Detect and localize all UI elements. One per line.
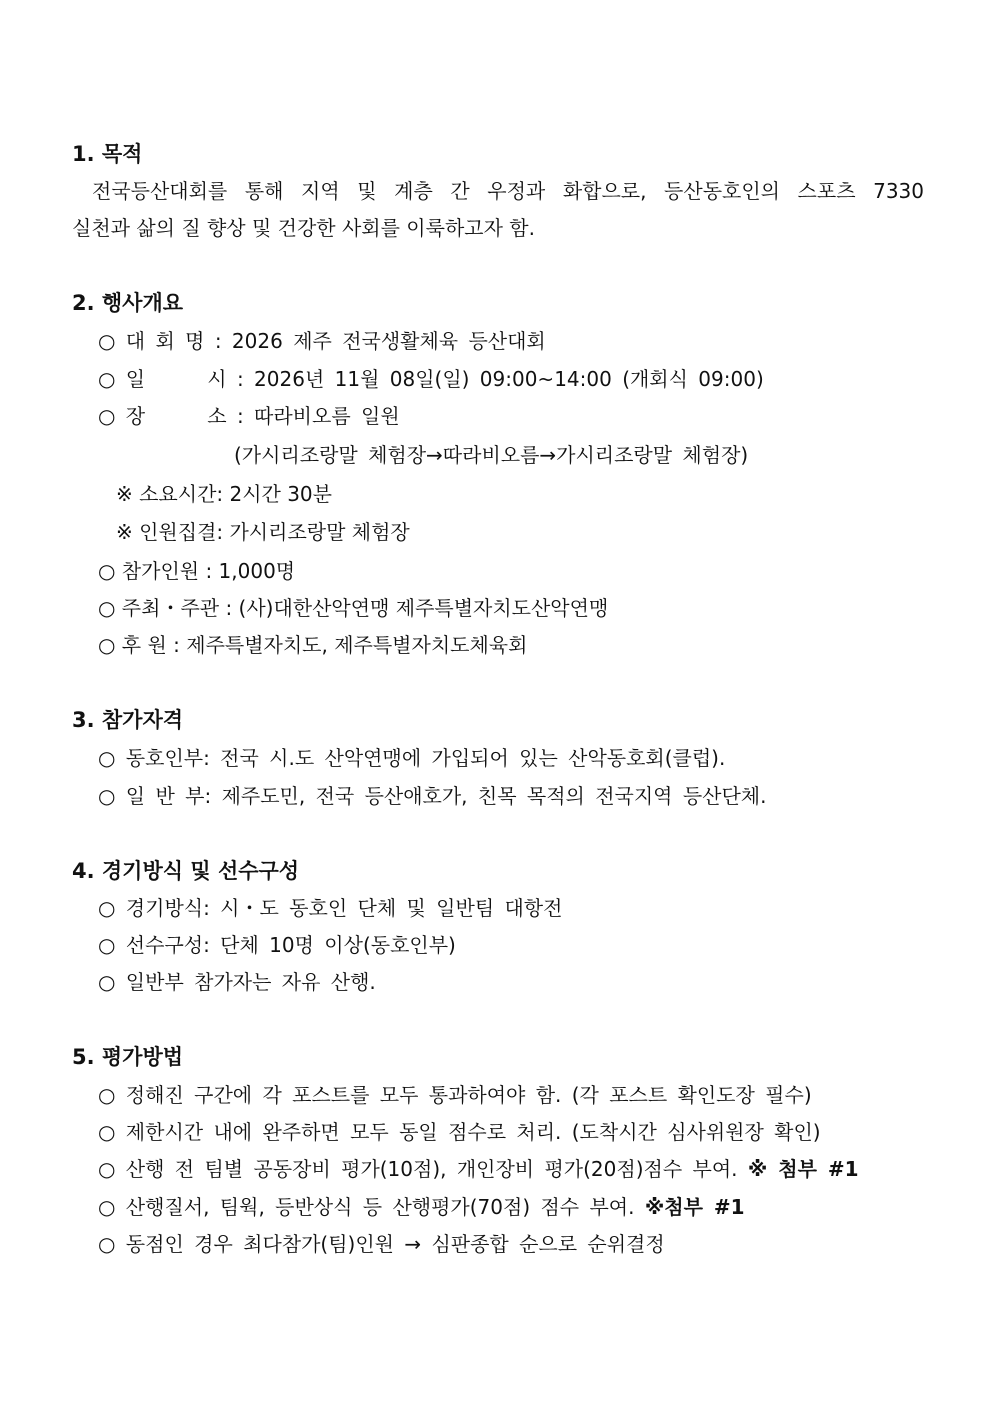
- section-4-heading: 4. 경기방식 및 선수구성: [72, 859, 300, 883]
- attachment-note-4: ※첨부 #1: [644, 1195, 745, 1219]
- section-1-heading: 1. 목적: [72, 142, 143, 166]
- club-division-item: ○ 동호인부: 전국 시.도 산악연맹에 가입되어 있는 산악동호회(클럽).: [98, 746, 726, 770]
- gathering-note: ※ 인원집결: 가시리조랑말 체험장: [116, 520, 410, 544]
- evaluation-item-4: [98, 1193, 745, 1221]
- team-composition-item: ○ 선수구성: 단체 10명 이상(동호인부): [98, 933, 456, 957]
- sponsor-item: ○ 후 원 : 제주특별자치도, 제주특별자치도체육회: [98, 633, 528, 657]
- participants-item: ○ 참가인원 : 1,000명: [98, 559, 296, 583]
- evaluation-item-5: ○ 동점인 경우 최다참가(팀)인원 → 심판종합 순으로 순위결정: [98, 1232, 665, 1256]
- event-date-item: ○ 일 시 : 2026년 11월 08일(일) 09:00~14:00 (개회식 09:00): [98, 367, 764, 391]
- general-free-hike-item: ○ 일반부 참가자는 자유 산행.: [98, 970, 376, 994]
- duration-note: ※ 소요시간: 2시간 30분: [116, 482, 332, 506]
- section-3-heading: 3. 참가자격: [72, 708, 184, 732]
- evaluation-item-3: [98, 1155, 859, 1183]
- evaluation-item-2: ○ 제한시간 내에 완주하면 모두 동일 점수로 처리. (도착시간 심사위원장 확인): [98, 1120, 821, 1144]
- evaluation-item-4-text: ○ 산행질서, 팀웍, 등반상식 등 산행평가(70점) 점수 부여.: [98, 1195, 645, 1219]
- event-route-item: (가시리조랑말 체험장→따라비오름→가시리조랑말 체험장): [234, 443, 749, 467]
- evaluation-item-3-text: ○ 산행 전 팀별 공동장비 평가(10점), 개인장비 평가(20점)점수 부여.: [98, 1157, 748, 1181]
- organizer-item: ○ 주최・주관 : (사)대한산악연맹 제주특별자치도산악연맹: [98, 596, 609, 620]
- attachment-note-3: ※ 첨부 #1: [747, 1157, 859, 1181]
- general-division-item: ○ 일 반 부: 제주도민, 전국 등산애호가, 친목 목적의 전국지역 등산단체.: [98, 784, 767, 808]
- evaluation-item-1: ○ 정해진 구간에 각 포스트를 모두 통과하여야 함. (각 포스트 확인도장 필수): [98, 1083, 812, 1107]
- event-name-item: ○ 대 회 명 : 2026 제주 전국생활체육 등산대회: [98, 329, 546, 353]
- section-5-heading: 5. 평가방법: [72, 1045, 184, 1069]
- section-2-heading: 2. 행사개요: [72, 291, 184, 315]
- section-1-paragraph-line-2: 실천과 삶의 질 향상 및 건강한 사회를 이룩하고자 함.: [72, 216, 535, 240]
- competition-method-item: ○ 경기방식: 시・도 동호인 단체 및 일반팀 대항전: [98, 896, 563, 920]
- section-1-paragraph-line-1: 전국등산대회를 통해 지역 및 계층 간 우정과 화합으로, 등산동호인의 스포츠 7330: [92, 179, 924, 203]
- event-place-item: ○ 장 소 : 따라비오름 일원: [98, 404, 400, 428]
